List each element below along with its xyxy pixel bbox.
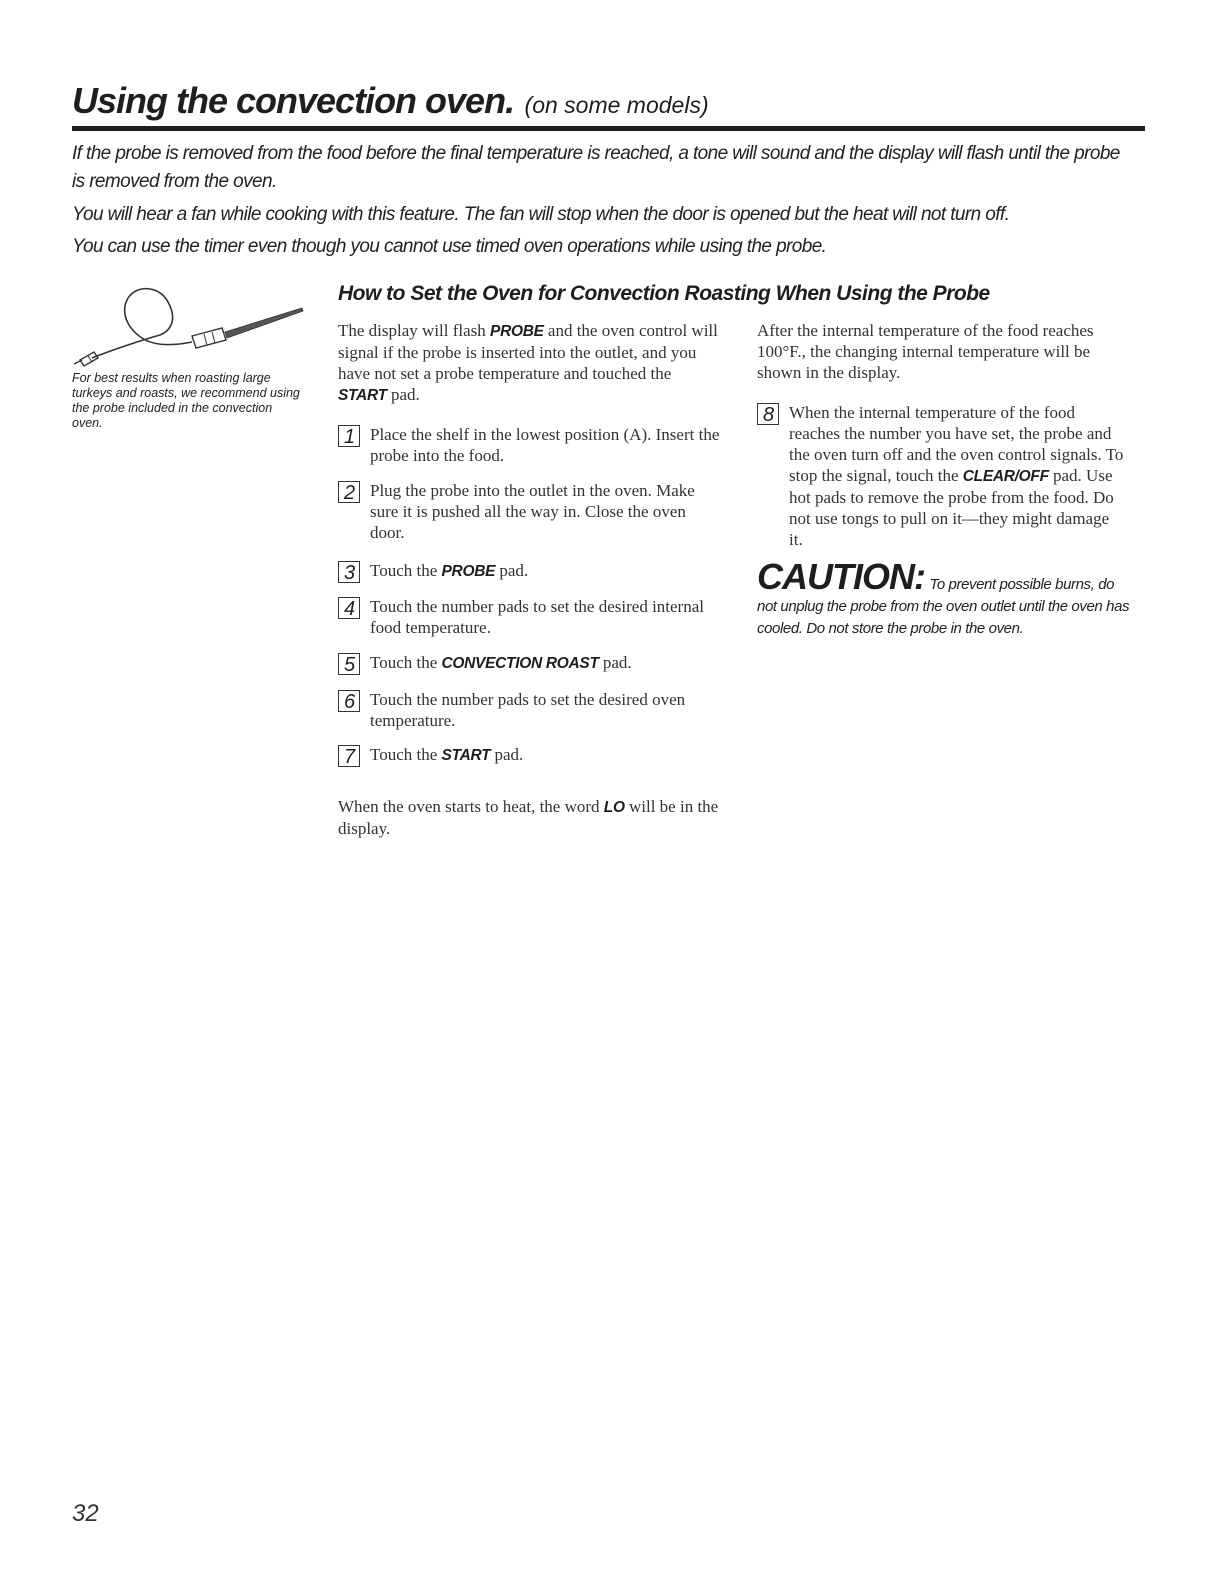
step-number-box: 1 xyxy=(338,425,360,447)
lead-text-3: pad. xyxy=(386,385,420,404)
caution-block xyxy=(757,556,1137,640)
step-number-box: 3 xyxy=(338,561,360,583)
step-number-box: 7 xyxy=(338,745,360,767)
bold-lo: LO xyxy=(603,799,625,816)
step-text: Touch the number pads to set the desired internal food temperature. xyxy=(370,597,704,637)
intro-paragraph-2: You will hear a fan while cooking with this feature. The fan will stop when the door is opened but the heat will not turn off. xyxy=(72,204,1010,225)
lead-text-1: The display will flash xyxy=(338,321,491,340)
step-text: Touch the PROBE pad. xyxy=(370,561,529,580)
step-text: Place the shelf in the lowest position (A). Insert the probe into the food. xyxy=(370,425,720,465)
step-text: When the internal temperature of the food reaches the number you have set, the probe and the oven turn off and the oven control signals. To stop the signal, touch the CLEAR/OFF pad. Use hot pads to remove the probe from the food. Do not use tongs to pull on it—they might damage it. xyxy=(789,403,1124,549)
illustration-caption: For best results when roasting large turkeys and roasts, we recommend using the probe included in the convection oven. xyxy=(72,371,300,430)
step-text: Plug the probe into the outlet in the oven. Make sure it is pushed all the way in. Close the oven door. xyxy=(370,481,695,542)
right-paragraph: After the internal temperature of the food reaches 100°F., the changing internal temperature will be shown in the display. xyxy=(757,321,1094,382)
step-number-box: 5 xyxy=(338,653,360,675)
step-number-box: 4 xyxy=(338,597,360,619)
page-number: 32 xyxy=(72,1500,99,1527)
title-rule xyxy=(72,126,1145,131)
caution-heading: CAUTION: xyxy=(757,556,925,597)
step-text: Touch the START pad. xyxy=(370,745,524,764)
intro-paragraph-1: If the probe is removed from the food before the final temperature is reached, a tone will sound and the display will flash until the probe is removed from the oven. xyxy=(72,143,1120,192)
step-number-box: 8 xyxy=(757,403,779,425)
meat-probe-icon xyxy=(72,280,312,370)
bold-start: START xyxy=(441,747,491,764)
lead-bold-probe: PROBE xyxy=(490,323,544,340)
step-number-box: 6 xyxy=(338,690,360,712)
intro-paragraph-3: You can use the timer even though you cannot use timed oven operations while using the probe. xyxy=(72,236,827,257)
page-title-block xyxy=(72,80,709,122)
caution-text: To prevent possible burns, do not unplug the probe from the oven outlet until the oven has cooled. Do not store the probe in the oven. xyxy=(757,576,1130,637)
page-title: Using the convection oven. xyxy=(72,80,515,121)
lead-bold-start: START xyxy=(338,387,387,404)
step-text: Touch the CONVECTION ROAST pad. xyxy=(370,653,632,672)
bold-clear-off: CLEAR/OFF xyxy=(962,468,1049,485)
section-heading: How to Set the Oven for Convection Roasting When Using the Probe xyxy=(338,282,990,305)
page-subtitle: (on some models) xyxy=(524,92,709,118)
step-text: Touch the number pads to set the desired oven temperature. xyxy=(370,690,686,730)
lead-paragraph xyxy=(338,320,720,406)
step-number-box: 2 xyxy=(338,481,360,503)
after-steps-paragraph: When the oven starts to heat, the word LO will be in the display. xyxy=(338,797,719,838)
lead-text-2: and the oven control will signal if the probe is inserted into the outlet, and you have not set a probe temperature and touched the xyxy=(338,321,718,383)
bold-convection-roast: CONVECTION ROAST xyxy=(441,655,599,672)
bold-probe: PROBE xyxy=(441,563,496,580)
